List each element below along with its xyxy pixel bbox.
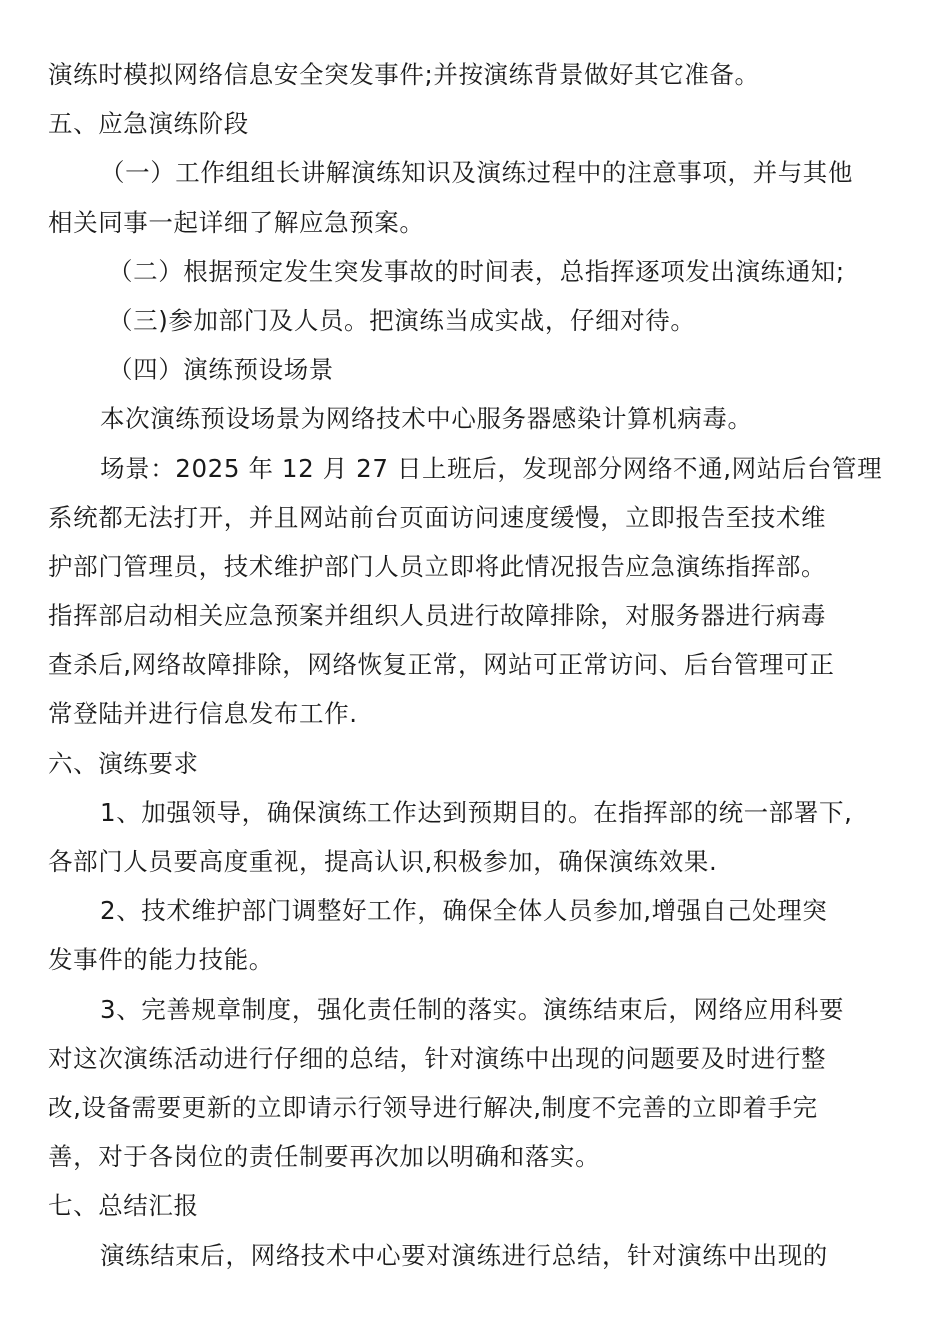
- section-heading-5: 五、应急演练阶段: [48, 109, 249, 139]
- subsection-heading: （四）演练预设场景: [108, 355, 334, 385]
- paragraph-line: 善，对于各岗位的责任制要再次加以明确和落实。: [48, 1142, 601, 1172]
- paragraph-line: （三)参加部门及人员。把演练当成实战，仔细对待。: [108, 305, 696, 335]
- paragraph-line: 常登陆并进行信息发布工作.: [48, 699, 358, 729]
- paragraph-line: 2、技术维护部门调整好工作，确保全体人员参加,增强自己处理突: [100, 896, 828, 926]
- document-page: [48, 50, 906, 1280]
- paragraph-line: 护部门管理员，技术维护部门人员立即将此情况报告应急演练指挥部。: [48, 551, 827, 581]
- section-heading-6: 六、演练要求: [48, 748, 199, 778]
- paragraph-line: 相关同事一起详细了解应急预案。: [48, 207, 425, 237]
- paragraph-line: 本次演练预设场景为网络技术中心服务器感染计算机病毒。: [100, 404, 753, 434]
- paragraph-line: 演练结束后，网络技术中心要对演练进行总结，针对演练中出现的: [100, 1240, 828, 1270]
- section-heading-7: 七、总结汇报: [48, 1191, 199, 1221]
- paragraph-line: （二）根据预定发生突发事故的时间表，总指挥逐项发出演练通知;: [108, 256, 845, 286]
- paragraph-line: （一）工作组组长讲解演练知识及演练过程中的注意事项，并与其他: [100, 158, 853, 188]
- paragraph-line: 3、完善规章制度，强化责任制的落实。演练结束后，网络应用科要: [100, 994, 845, 1024]
- paragraph-line: 场景：2025 年 12 月 27 日上班后，发现部分网络不通,网站后台管理: [100, 453, 883, 483]
- paragraph-line: 1、加强领导，确保演练工作达到预期目的。在指挥部的统一部署下,: [100, 797, 853, 827]
- paragraph-line: 发事件的能力技能。: [48, 945, 274, 975]
- paragraph-line: 改,设备需要更新的立即请示行领导进行解决,制度不完善的立即着手完: [48, 1092, 818, 1122]
- paragraph-line: 对这次演练活动进行仔细的总结，针对演练中出现的问题要及时进行整: [48, 1043, 827, 1073]
- paragraph-line: 各部门人员要高度重视，提高认识,积极参加，确保演练效果.: [48, 847, 718, 876]
- paragraph-line: 指挥部启动相关应急预案并组织人员进行故障排除，对服务器进行病毒: [48, 601, 827, 631]
- paragraph-line: 演练时模拟网络信息安全突发事件;并按演练背景做好其它准备。: [48, 60, 760, 89]
- paragraph-line: 系统都无法打开，并且网站前台页面访问速度缓慢，立即报告至技术维: [48, 502, 827, 532]
- paragraph-line: 查杀后,网络故障排除，网络恢复正常，网站可正常访问、后台管理可正: [48, 650, 835, 680]
